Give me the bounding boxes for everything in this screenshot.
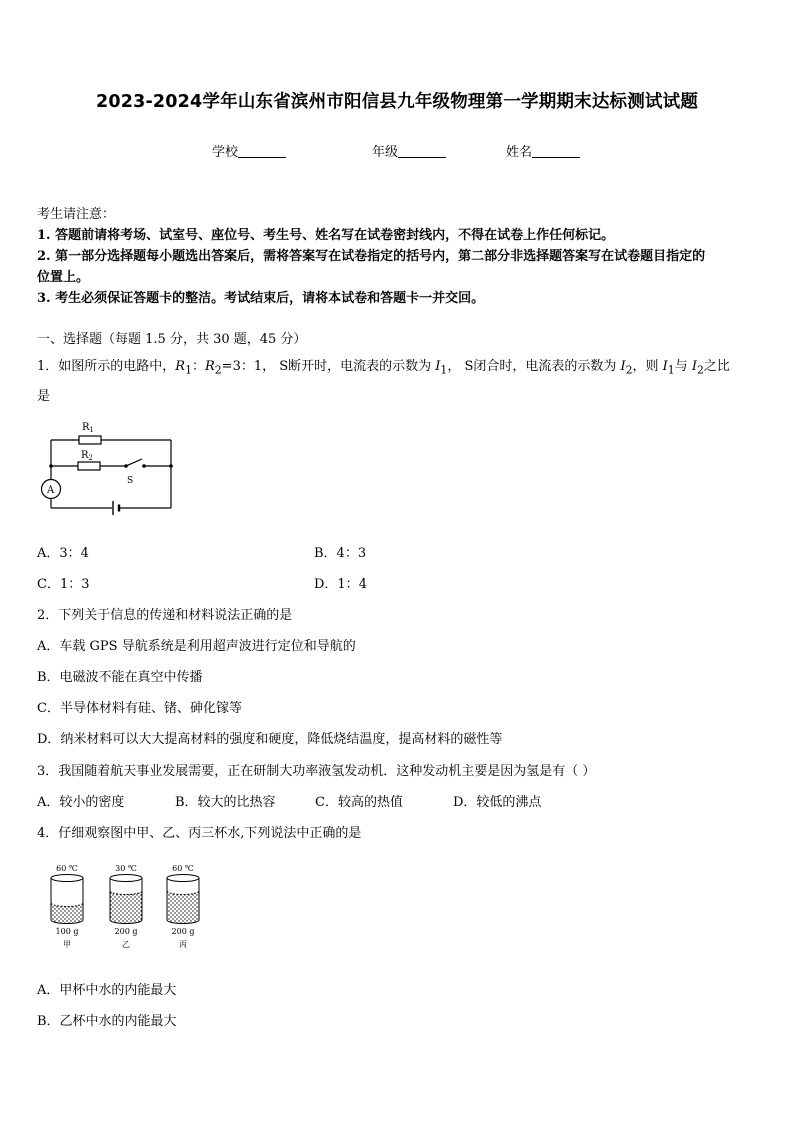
cup-mass: 200 g [171,927,195,936]
note-item: 2. 第一部分选择题每小题选出答案后，需将答案写在试卷指定的括号内，第二部分非选择题答案写在试卷题目指定的 [37,249,706,264]
grade-field[interactable] [372,141,446,160]
question-1-stem-cont: 是 [37,389,51,404]
switch-label: S [127,476,134,486]
question-2-stem: 2．下列关于信息的传递和材料说法正确的是 [37,608,293,623]
q4-option-b[interactable]: B．乙杯中水的内能最大 [37,1014,177,1029]
q1-option-b[interactable]: B．4：3 [314,546,367,561]
q3-option-d[interactable]: D．较低的沸点 [453,795,542,810]
school-label: 学校 [212,145,239,160]
q2-option-a[interactable]: A．车载 GPS 导航系统是利用超声波进行定位和导航的 [37,639,356,654]
q1-option-d[interactable]: D．1：4 [314,577,367,592]
cup-mass: 100 g [55,927,79,936]
name-blank[interactable] [532,145,580,158]
resistor-r1 [79,436,101,444]
q3-option-b[interactable]: B．较大的比热容 [175,795,276,810]
q3-option-a[interactable]: A．较小的密度 [37,795,125,810]
water-cups-figure [40,858,220,953]
note-item: 位置上。 [37,270,90,285]
q1-option-a[interactable]: A．3：4 [37,546,89,561]
circuit-diagram [38,416,183,524]
q1-option-c[interactable]: C．1：3 [37,577,90,592]
cup-temp: 60 ℃ [172,864,194,873]
cup-name: 甲 [63,940,71,949]
q4-option-a[interactable]: A．甲杯中水的内能最大 [37,983,177,998]
water-yi [110,891,142,924]
junction-dot [169,464,173,468]
water-bing [167,891,199,924]
cup-name: 丙 [179,940,187,949]
grade-blank[interactable] [398,145,446,158]
name-label: 姓名 [506,145,533,160]
q2-option-c[interactable]: C．半导体材料有硅、锗、砷化镓等 [37,701,242,716]
note-item: 1. 答题前请将考场、试室号、座位号、考生号、姓名写在试卷密封线内，不得在试卷上作任何标记。 [37,228,615,243]
notes-heading: 考生请注意： [37,207,116,222]
cup-name: 乙 [122,940,130,949]
r1-label: $R_1$ [82,422,94,434]
question-4-stem: 4．仔细观察图中甲、乙、丙三杯水,下列说法中正确的是 [37,826,362,841]
section-heading: 一、选择题（每题 1.5 分，共 30 题，45 分） [37,332,307,347]
switch-contact [142,464,146,468]
school-field[interactable] [212,141,286,160]
junction-dot [49,464,53,468]
school-blank[interactable] [238,145,286,158]
q3-option-c[interactable]: C．较高的热值 [315,795,403,810]
name-field[interactable] [506,141,580,160]
ammeter-label: A [47,485,55,496]
cup-temp: 30 ℃ [115,864,137,873]
page-title: 2023-2024学年山东省滨州市阳信县九年级物理第一学期期末达标测试试题 [95,92,699,112]
note-item: 3. 考生必须保证答题卡的整洁。考试结束后，请将本试卷和答题卡一并交回。 [37,291,485,306]
question-3-stem: 3．我国随着航天事业发展需要，正在研制大功率液氢发动机．这种发动机主要是因为氢是有（ ） [37,764,596,779]
switch-contact [124,464,128,468]
q2-option-d[interactable]: D．纳米材料可以大大提高材料的强度和硬度，降低烧结温度，提高材料的磁性等 [37,732,503,747]
q2-option-b[interactable]: B．电磁波不能在真空中传播 [37,670,203,685]
question-1-stem: 1．如图所示的电路中，$R_1$：$R_2=3$：1， S断开时，电流表的示数为 $I_1$， S闭合时，电流表的示数为 $I_2$，则 $I_1$与 $I_2$之比 [37,359,730,377]
grade-label: 年级 [372,145,399,160]
water-jia [51,903,83,924]
cup-mass: 200 g [114,927,138,936]
r2-label: $R_2$ [81,450,93,462]
resistor-r2 [78,462,100,470]
cup-temp: 60 ℃ [56,864,78,873]
